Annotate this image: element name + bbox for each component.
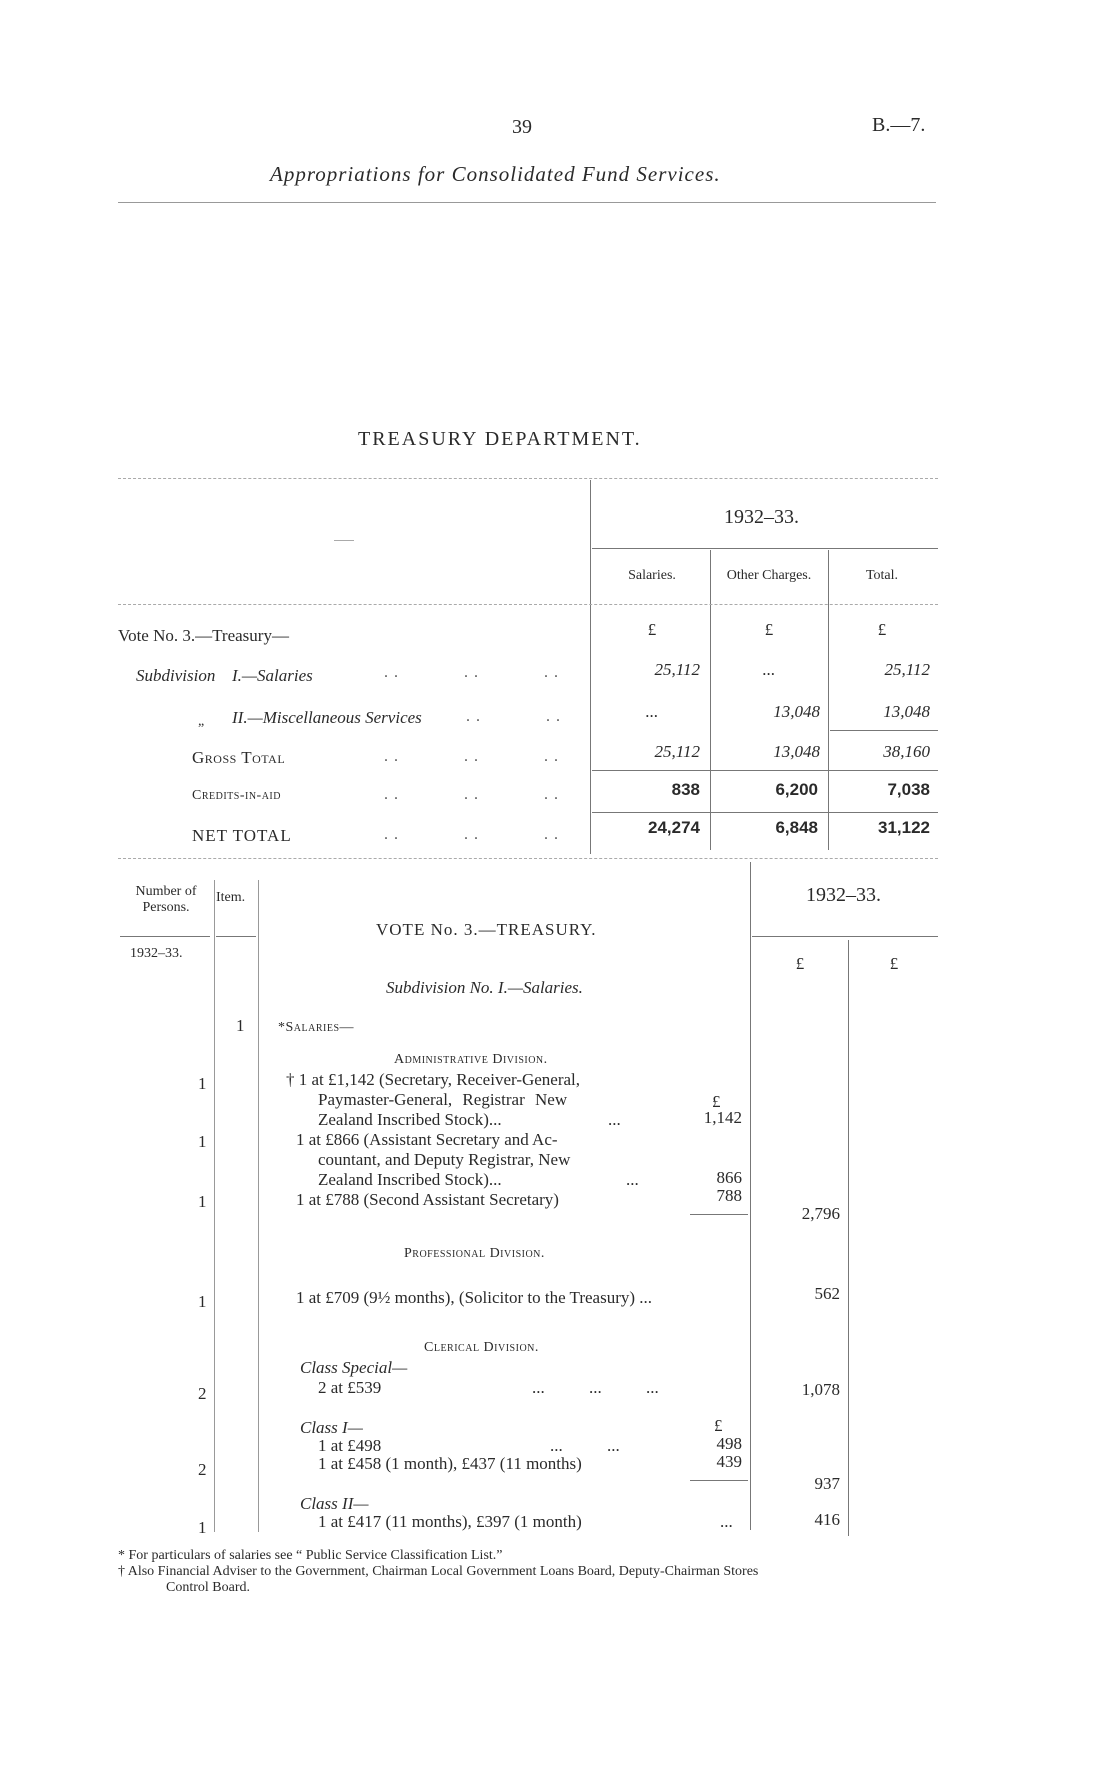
row1-total: 25,112 <box>884 660 930 679</box>
net-salaries: 24,274 <box>648 818 700 837</box>
admin-entry-2-line-3: Zealand Inscribed Stock)... <box>318 1170 502 1189</box>
row-misc-label: II.—Miscellaneous Services <box>232 708 422 727</box>
gross-other: 13,048 <box>773 742 820 761</box>
net-total: 31,122 <box>878 818 930 837</box>
row-dots: .. .. .. <box>384 826 564 843</box>
admin-entry-1-line-2: Paymaster-General, Registrar New <box>318 1090 568 1109</box>
admin-entry-3-line-1: 1 at £788 (Second Assistant Secretary) <box>296 1190 559 1209</box>
col-header-salaries: Salaries. <box>628 568 676 583</box>
credits-in-aid-label: Credits-in-aid <box>192 788 281 803</box>
class-1-line-1-dots: ... ... <box>550 1436 620 1455</box>
detail-year: 1932–33. <box>806 884 881 906</box>
vote-label: Vote No. 3.—Treasury— <box>118 626 289 645</box>
col-header-persons: Number of Persons. <box>135 884 197 915</box>
class-special-line: 2 at £539 <box>318 1378 382 1397</box>
admin-entry-3-amount: 788 <box>716 1186 742 1205</box>
admin-entry-1-dots: ... <box>608 1110 621 1129</box>
credits-salaries: 838 <box>671 780 700 799</box>
credits-total: 7,038 <box>887 780 930 799</box>
admin-entry-1-line-3: Zealand Inscribed Stock)... <box>318 1110 502 1129</box>
class-1-label: Class I— <box>300 1418 363 1437</box>
row2-other: 13,048 <box>773 702 820 721</box>
gross-total-label: Gross Total <box>192 748 286 767</box>
row-dots: .. .. .. <box>384 748 564 765</box>
currency-other: £ <box>764 620 774 639</box>
row-dots: .. .. .. <box>384 786 564 803</box>
professional-persons: 1 <box>198 1292 207 1311</box>
admin-entry-1-amount: 1,142 <box>703 1108 742 1127</box>
row2-total: 13,048 <box>883 702 930 721</box>
department-title: TREASURY DEPARTMENT. <box>358 428 642 450</box>
admin-persons-2: 1 <box>198 1132 207 1151</box>
admin-entry-2-line-2: countant, and Deputy Registrar, New <box>318 1150 571 1169</box>
admin-entry-1-line-1: † 1 at £1,142 (Secretary, Receiver-General, <box>286 1070 581 1089</box>
class-special-dots: ... ... ... <box>532 1378 659 1397</box>
credits-other: 6,200 <box>775 780 818 799</box>
col-header-total: Total. <box>865 568 899 583</box>
running-title: Appropriations for Consolidated Fund Services. <box>270 162 721 186</box>
row-subdivision-prefix: Subdivision <box>136 666 216 685</box>
row-ditto-mark: „ <box>198 714 205 729</box>
gross-salaries: 25,112 <box>654 742 700 761</box>
persons-year: 1932–33. <box>130 946 183 961</box>
gross-total: 38,160 <box>883 742 930 761</box>
row1-salaries: 25,112 <box>654 660 700 679</box>
footnote-star: * For particulars of salaries see “ Public Service Classification List.” <box>118 1548 503 1563</box>
page-number: 39 <box>512 116 532 138</box>
summary-year: 1932–33. <box>724 506 799 528</box>
class-special-amount: 1,078 <box>801 1380 840 1399</box>
class-special-persons: 2 <box>198 1384 207 1403</box>
professional-division-heading: Professional Division. <box>404 1246 545 1261</box>
detail-currency-2: £ <box>889 954 899 973</box>
class-1-line-1: 1 at £498 <box>318 1436 382 1455</box>
row-subdivision-label: I.—Salaries <box>232 666 313 685</box>
admin-entry-2-line-1: 1 at £866 (Assistant Secretary and Ac- <box>296 1130 558 1149</box>
col-header-other-charges: Other Charges. <box>726 568 812 583</box>
professional-line: 1 at £709 (9½ months), (Solicitor to the Treasury) ... <box>296 1288 653 1307</box>
document-reference: B.—7. <box>872 114 926 136</box>
footnote-dagger-continued: Control Board. <box>166 1580 250 1595</box>
currency-total: £ <box>877 620 887 639</box>
admin-division-heading: Administrative Division. <box>394 1052 548 1067</box>
class-2-persons: 1 <box>198 1518 207 1537</box>
row1-other: ... <box>762 660 776 679</box>
net-other: 6,848 <box>775 818 818 837</box>
admin-entry-2-amount: 866 <box>716 1168 742 1187</box>
class-special-label: Class Special— <box>300 1358 408 1377</box>
class-2-line: 1 at £417 (11 months), £397 (1 month) <box>318 1512 582 1531</box>
admin-entry-2-dots: ... <box>626 1170 639 1189</box>
class-2-dots: ... <box>720 1512 733 1531</box>
detail-currency-1: £ <box>795 954 805 973</box>
admin-subtotal: 2,796 <box>801 1204 840 1223</box>
class-1-persons: 2 <box>198 1460 207 1479</box>
admin-persons-1: 1 <box>198 1074 207 1093</box>
class-1-line-2: 1 at £458 (1 month), £437 (11 months) <box>318 1454 582 1473</box>
clerical-division-heading: Clerical Division. <box>424 1340 539 1355</box>
header-rule <box>118 202 936 203</box>
vote-title: VOTE No. 3.—TREASURY. <box>376 920 597 939</box>
subdivision-title: Subdivision No. I.—Salaries. <box>386 978 583 997</box>
row2-salaries: ... <box>645 702 659 721</box>
admin-entry-1-currency: £ <box>712 1092 721 1111</box>
salaries-heading: *Salaries— <box>278 1020 355 1035</box>
class-2-label: Class II— <box>300 1494 369 1513</box>
row-dots: .. .. <box>466 708 566 725</box>
currency-salaries: £ <box>647 620 657 639</box>
class-1-line-2-amount: 439 <box>716 1452 742 1471</box>
col-header-item: Item. <box>216 890 246 905</box>
class-1-subtotal: 937 <box>814 1474 840 1493</box>
net-total-label: NET TOTAL <box>192 826 292 845</box>
row-dots: .. .. .. <box>384 664 564 681</box>
item-number: 1 <box>236 1016 245 1035</box>
footnote-dagger: † Also Financial Adviser to the Government, Chairman Local Government Loans Board, Deputy-Chairman Stores <box>118 1564 759 1579</box>
class-1-line-1-amount: 498 <box>716 1434 742 1453</box>
class-1-currency: £ <box>714 1416 723 1435</box>
professional-amount: 562 <box>814 1284 840 1303</box>
admin-persons-3: 1 <box>198 1192 207 1211</box>
class-2-amount: 416 <box>814 1510 840 1529</box>
